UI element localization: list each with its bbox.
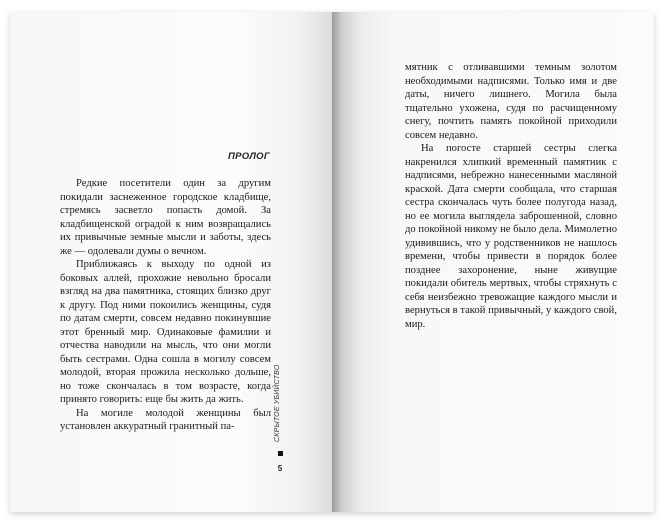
paragraph: На погосте старшей сестры слегка накренился хлипкий временный памятник с надписями, небрежно нанесенными масляной краской. Дата смерти сообщала, что старшая сестра скончалась чуть более полугода назад, но ее могила выглядела заброшенной, словно до покойной никому не было дела. Мимолетно удивившись, что у родственников не нашлось времени, чтобы привести в порядок более позднее захоронение, ныне живущие покидали обитель мертвых, чтобы стряхнуть с себя неизбежно тревожащие каждого мысли и вернуться в такой привычный, у каждого свой, мир. [405, 143, 617, 330]
paragraph: мятник с отливавшими темным золотом необходимыми надписями. Только имя и две даты, ничего лишнего. Могила была тщательно ухожена, судя по расчищенному снегу, почтить память покойной приходили совсем недавно. [405, 62, 617, 141]
paragraph: Приближаясь к выходу по одной из боковых аллей, прохожие невольно бросали взгляд на два памятника, стоящих близко друг к другу. Под ними покоились женщины, судя по датам смерти, совсем недавно покинувшие этот бренный мир. Одинаковые фамилии и отчества наводили на мысль, что они могли быть сестрами. Одна сошла в могилу совсем молодой, вторая прожила несколько дольше, но тоже скончалась в том возрасте, когда принято говорить: еще бы жить да жить. [60, 259, 271, 405]
left-text-column [60, 177, 271, 434]
square-marker-icon [278, 451, 283, 456]
right-text-column [405, 61, 617, 331]
chapter-title: ПРОЛОГ [228, 151, 270, 162]
paragraph: Редкие посетители один за другим покидали заснеженное городское кладбище, стремясь засветло попасть домой. За кладбищенской оградой к ним возвращались их привычные земные мысли и заботы, здесь же — одолевали думы о вечном. [60, 178, 271, 257]
page-number: 5 [277, 464, 283, 473]
paragraph: На могиле молодой женщины был установлен аккуратный гранитный па- [60, 407, 271, 432]
left-page [10, 12, 332, 512]
running-head: СКРЫТОЕ УБИЙСТВО [274, 364, 281, 442]
